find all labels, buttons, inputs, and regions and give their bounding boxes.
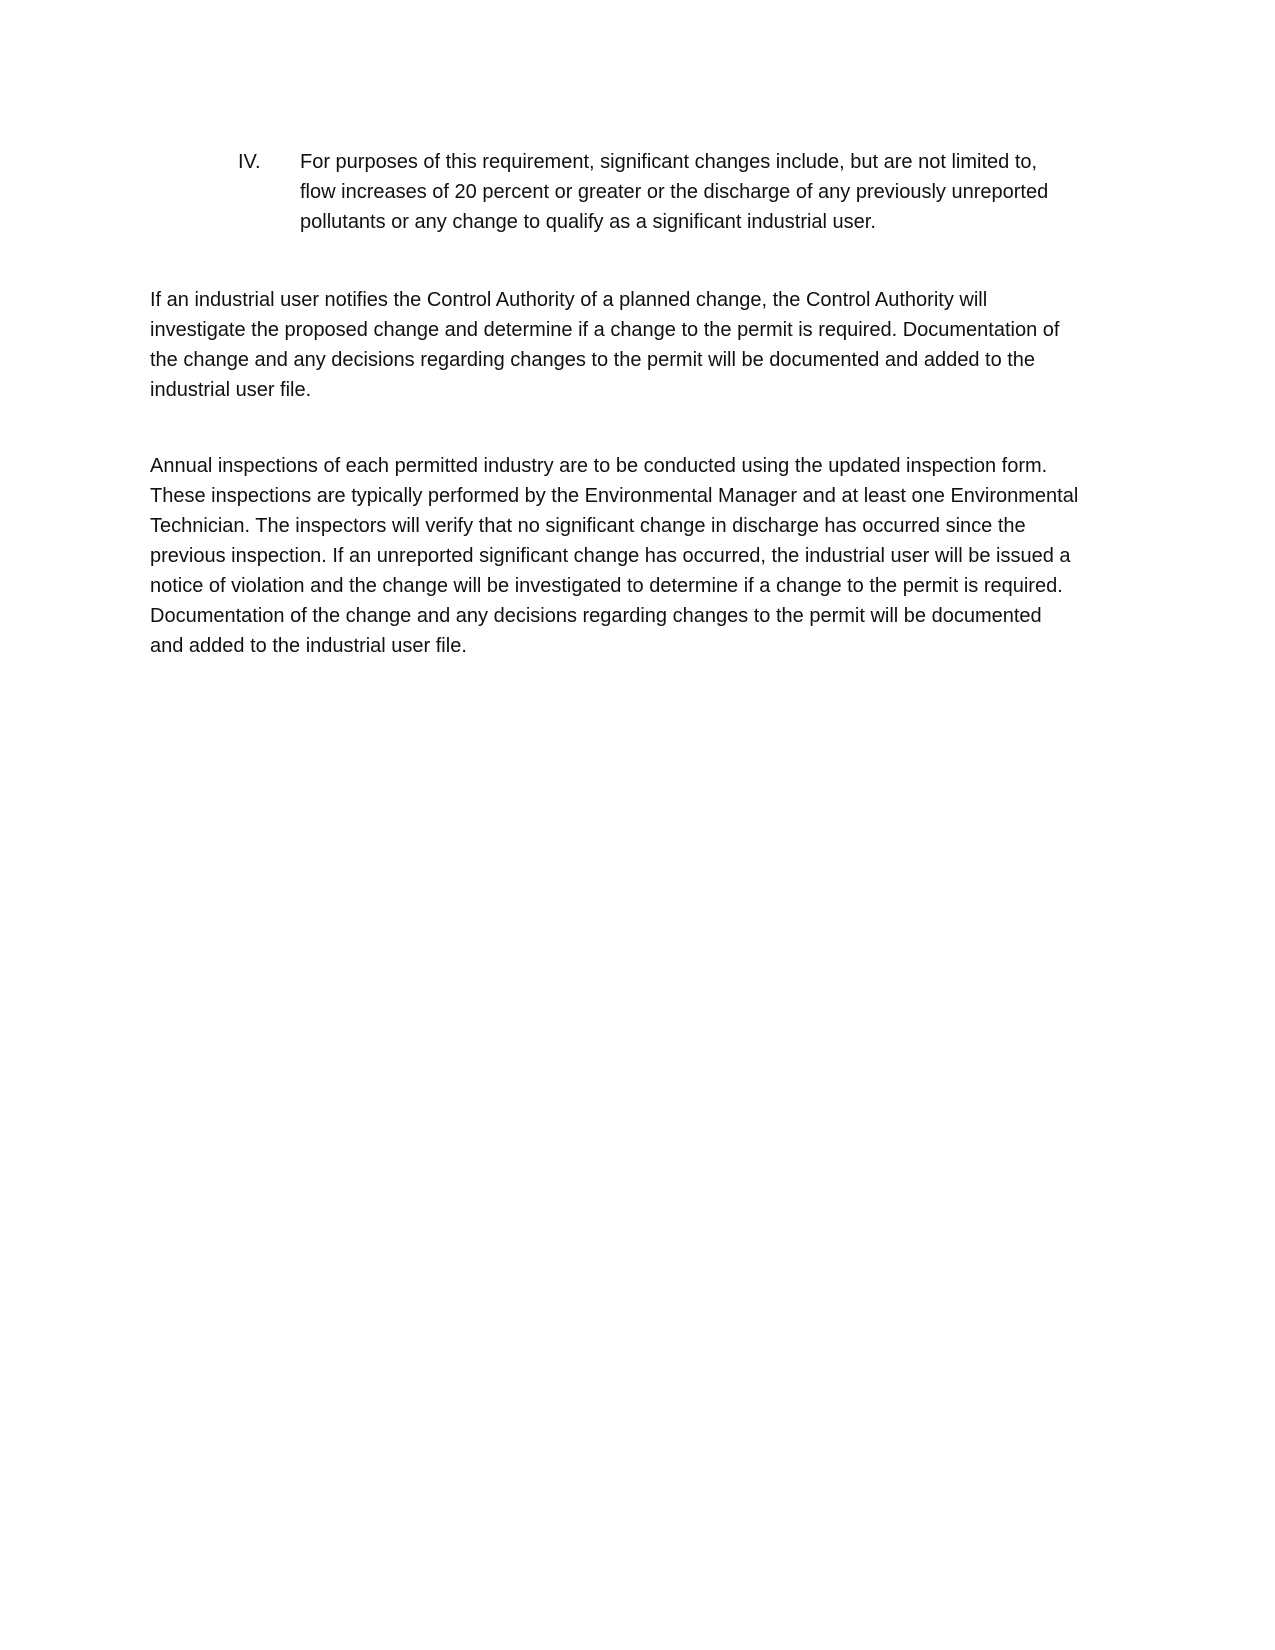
paragraph-annual-inspections: Annual inspections of each permitted industry are to be conducted using the updated inspection form. These inspections are typically performed by the Environmental Manager and at least one Environmental Technician. The inspectors will verify that no significant change in discharge has occurred since the previous inspection. If an unreported significant change has occurred, the industrial user will be issued a notice of violation and the change will be investigated to determine if a change to the permit is required. Documentation of the change and any decisions regarding changes to the permit will be documented and added to the industrial user file. (150, 455, 1079, 657)
paragraph-planned-change: If an industrial user notifies the Control Authority of a planned change, the Control Authority will investigate the proposed change and determine if a change to the permit is required. Documentation of the change and any decisions regarding changes to the permit will be documented and added to the industrial user file. (150, 289, 1060, 401)
list-marker: IV. (238, 151, 261, 173)
list-item-text: For purposes of this requirement, significant changes include, but are not limited to, flow increases of 20 percent or greater or the discharge of any previously unreported pollutants or any change to qualify as a significant industrial user. (300, 151, 1049, 233)
